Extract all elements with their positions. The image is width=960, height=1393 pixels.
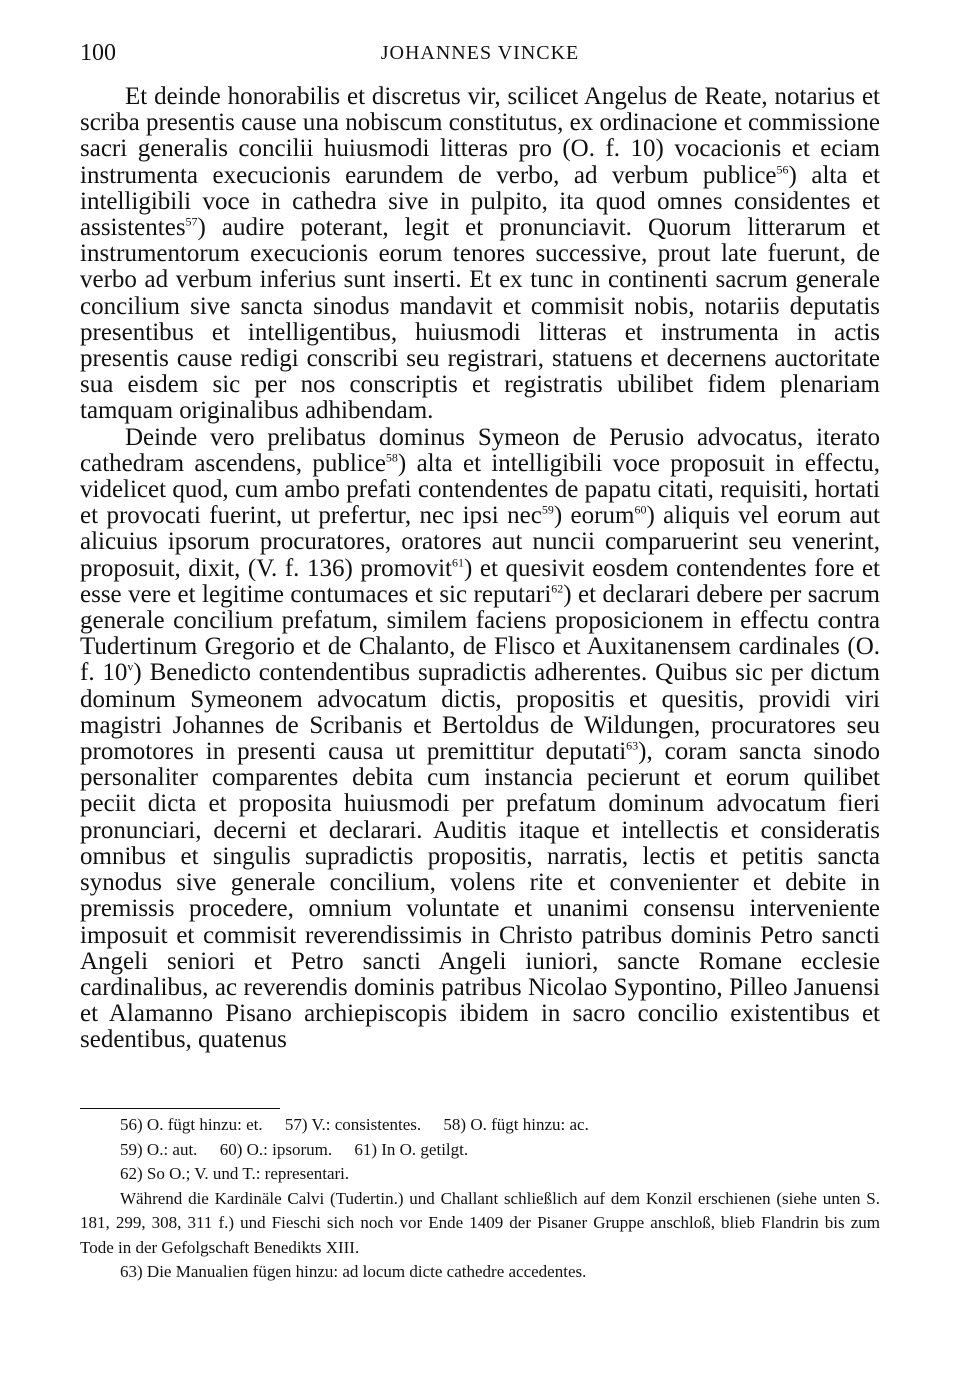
footnote-ref-61: 61: [452, 555, 464, 570]
text-segment: ), coram sancta sinodo personaliter comparentes debita cum instancia pecierunt et eorum quilibet peciit dicta et proposita huiusmodi per prefatum dominum advocatum fieri pronunciari, decerni et declarari. Auditis itaque et intellectis et consideratis omnibus et singulis supradictis propositis, narratis, lectis et petitis sancta synodus sive generale concilium, volens rite et convenienter et debite in premissis procedere, omnium voluntate et unanimi consensu interveniente imposuit et commisit reverendissimis in Christo patribus dominis Petro sancti Angeli seniori et Petro sancti Angeli iuniori, sancte Romane ecclesie cardinalibus, ac reverendis dominis patribus Nicolao Sypontino, Pilleo Januensi et Alamanno Pisano archiepiscopis ibidem in sacro concilio existentibus et sedentibus, quatenus: [80, 738, 880, 1054]
footnote-62-note: Während die Kardinäle Calvi (Tudertin.) und Challant schließlich auf dem Konzil erschienen (siehe unten S. 181, 299, 308, 311 f.) und Fieschi sich noch vor Ende 1409 der Pisaner Gruppe anschloß, blieb Flandrin bis zum Tode in der Gefolgschaft Benedikts XIII.: [80, 1188, 880, 1257]
footnote-57: 57) V.: consistentes.: [284, 1115, 422, 1134]
footnote-ref-62: 62: [551, 581, 564, 596]
text-segment: ) eorum: [553, 502, 635, 530]
footnote-63: 63) Die Manualien fügen hinzu: ad locum dicte cathedre accedentes.: [120, 1262, 587, 1281]
text-segment: ) alta et intelligibili voce proposuit in effectu, videlicet quod, cum ambo prefati contendentes de papatu citati, requisiti, hortati et provocati fuerint, ut prefertur, nec ipsi nec: [80, 449, 880, 530]
footnote-divider: [80, 1108, 280, 1109]
footnote-ref-63: 63: [626, 738, 639, 753]
footnote-row: [120, 1113, 880, 1138]
text-segment: ) aliquis vel eorum aut alicuius ipsorum procuratores, oratores aut nuncii comparuerint seu venerint, proposuit, dixit, (V. f. 136) promovit: [80, 502, 880, 582]
footnote-ref-59: 59: [541, 502, 554, 517]
page-number: 100: [80, 40, 116, 66]
footnote-ref-60: 60: [634, 502, 647, 517]
footnote-58: 58) O. fügt hinzu: ac.: [443, 1115, 589, 1134]
footnote-row: [120, 1260, 880, 1285]
paragraph-1: [80, 84, 880, 425]
text-segment: ) Benedicto contendentibus supradictis adherentes. Quibus sic per dictum dominum Symeonem advocatum dictis, propositis et quesitis, providi viri magistri Johannes de Scribanis et Bertoldus de Wildungen, procuratores seu promotores in presenti causa ut premittitur deputati: [80, 659, 880, 766]
text-segment: ) et declarari debere per sacrum generale concilium prefatum, similem faciens proposicionem in effectu contra Tudertinum Gregorio et de Chalanto, de Flisco et Auxitanensem cardinales (O. f. 10: [80, 580, 880, 687]
verso-mark: v: [127, 660, 134, 675]
footnote-ref-56: 56: [776, 162, 789, 177]
text-segment: ) audire poterant, legit et pronunciavit. Quorum litterarum et instrumentorum execucionis eorum tenores successive, prout late fuerunt, de verbo ad verbum inferius sunt inserti. Et ex tunc in continenti sacrum generale concilium sive sancta sinodus mandavit et commisit nobis, notariis deputatis presentibus et intelligentibus, huiusmodi litteras et instrumenta in actis presentis cause redigi conscribi seu registrari, statuens et decernens auctoritate sua eisdem sic per nos conscriptis et registratis ubilibet fidem plenariam tamquam originalibus adhibendam.: [80, 214, 880, 425]
text-segment: Deinde vero prelibatus dominus Symeon de Perusio advocatus, iterato cathedram ascendens, publice: [80, 423, 880, 477]
footnote-ref-57: 57: [185, 214, 198, 229]
footnote-56: 56) O. fügt hinzu: et.: [120, 1115, 263, 1134]
text-segment: Et deinde honorabilis et discretus vir, scilicet Angelus de Reate, notarius et scriba presentis cause una nobiscum constitutus, ex ordinacione et commissione sacri generalis concilii huiusmodi litteras pro (O. f. 10) vocacionis et eciam instrumenta execucionis earundem de verbo, ad verbum publice: [80, 83, 880, 189]
body-text: [80, 84, 880, 1054]
footnote-59: 59) O.: aut.: [120, 1139, 198, 1159]
footnote-62: 62) So O.; V. und T.: representari.: [120, 1164, 350, 1183]
footnotes: [80, 1113, 880, 1285]
running-head: JOHANNES VINCKE: [380, 42, 580, 64]
footnote-60: 60) O.: ipsorum.: [219, 1139, 333, 1159]
footnote-61: 61) In O. getilgt.: [354, 1139, 469, 1159]
text-segment: ) alta et intelligibili voce in cathedra sive in pulpito, ita quod omnes considentes et assistentes: [80, 161, 880, 242]
footnote-row: [120, 1162, 880, 1187]
text-segment: ) et quesivit eosdem contendentes fore et esse vere et legitime contumaces et sic reputari: [80, 554, 880, 608]
page-header: [80, 40, 880, 76]
paragraph-2: [80, 425, 880, 1054]
footnote-ref-58: 58: [385, 450, 398, 465]
footnote-row: [120, 1138, 880, 1163]
